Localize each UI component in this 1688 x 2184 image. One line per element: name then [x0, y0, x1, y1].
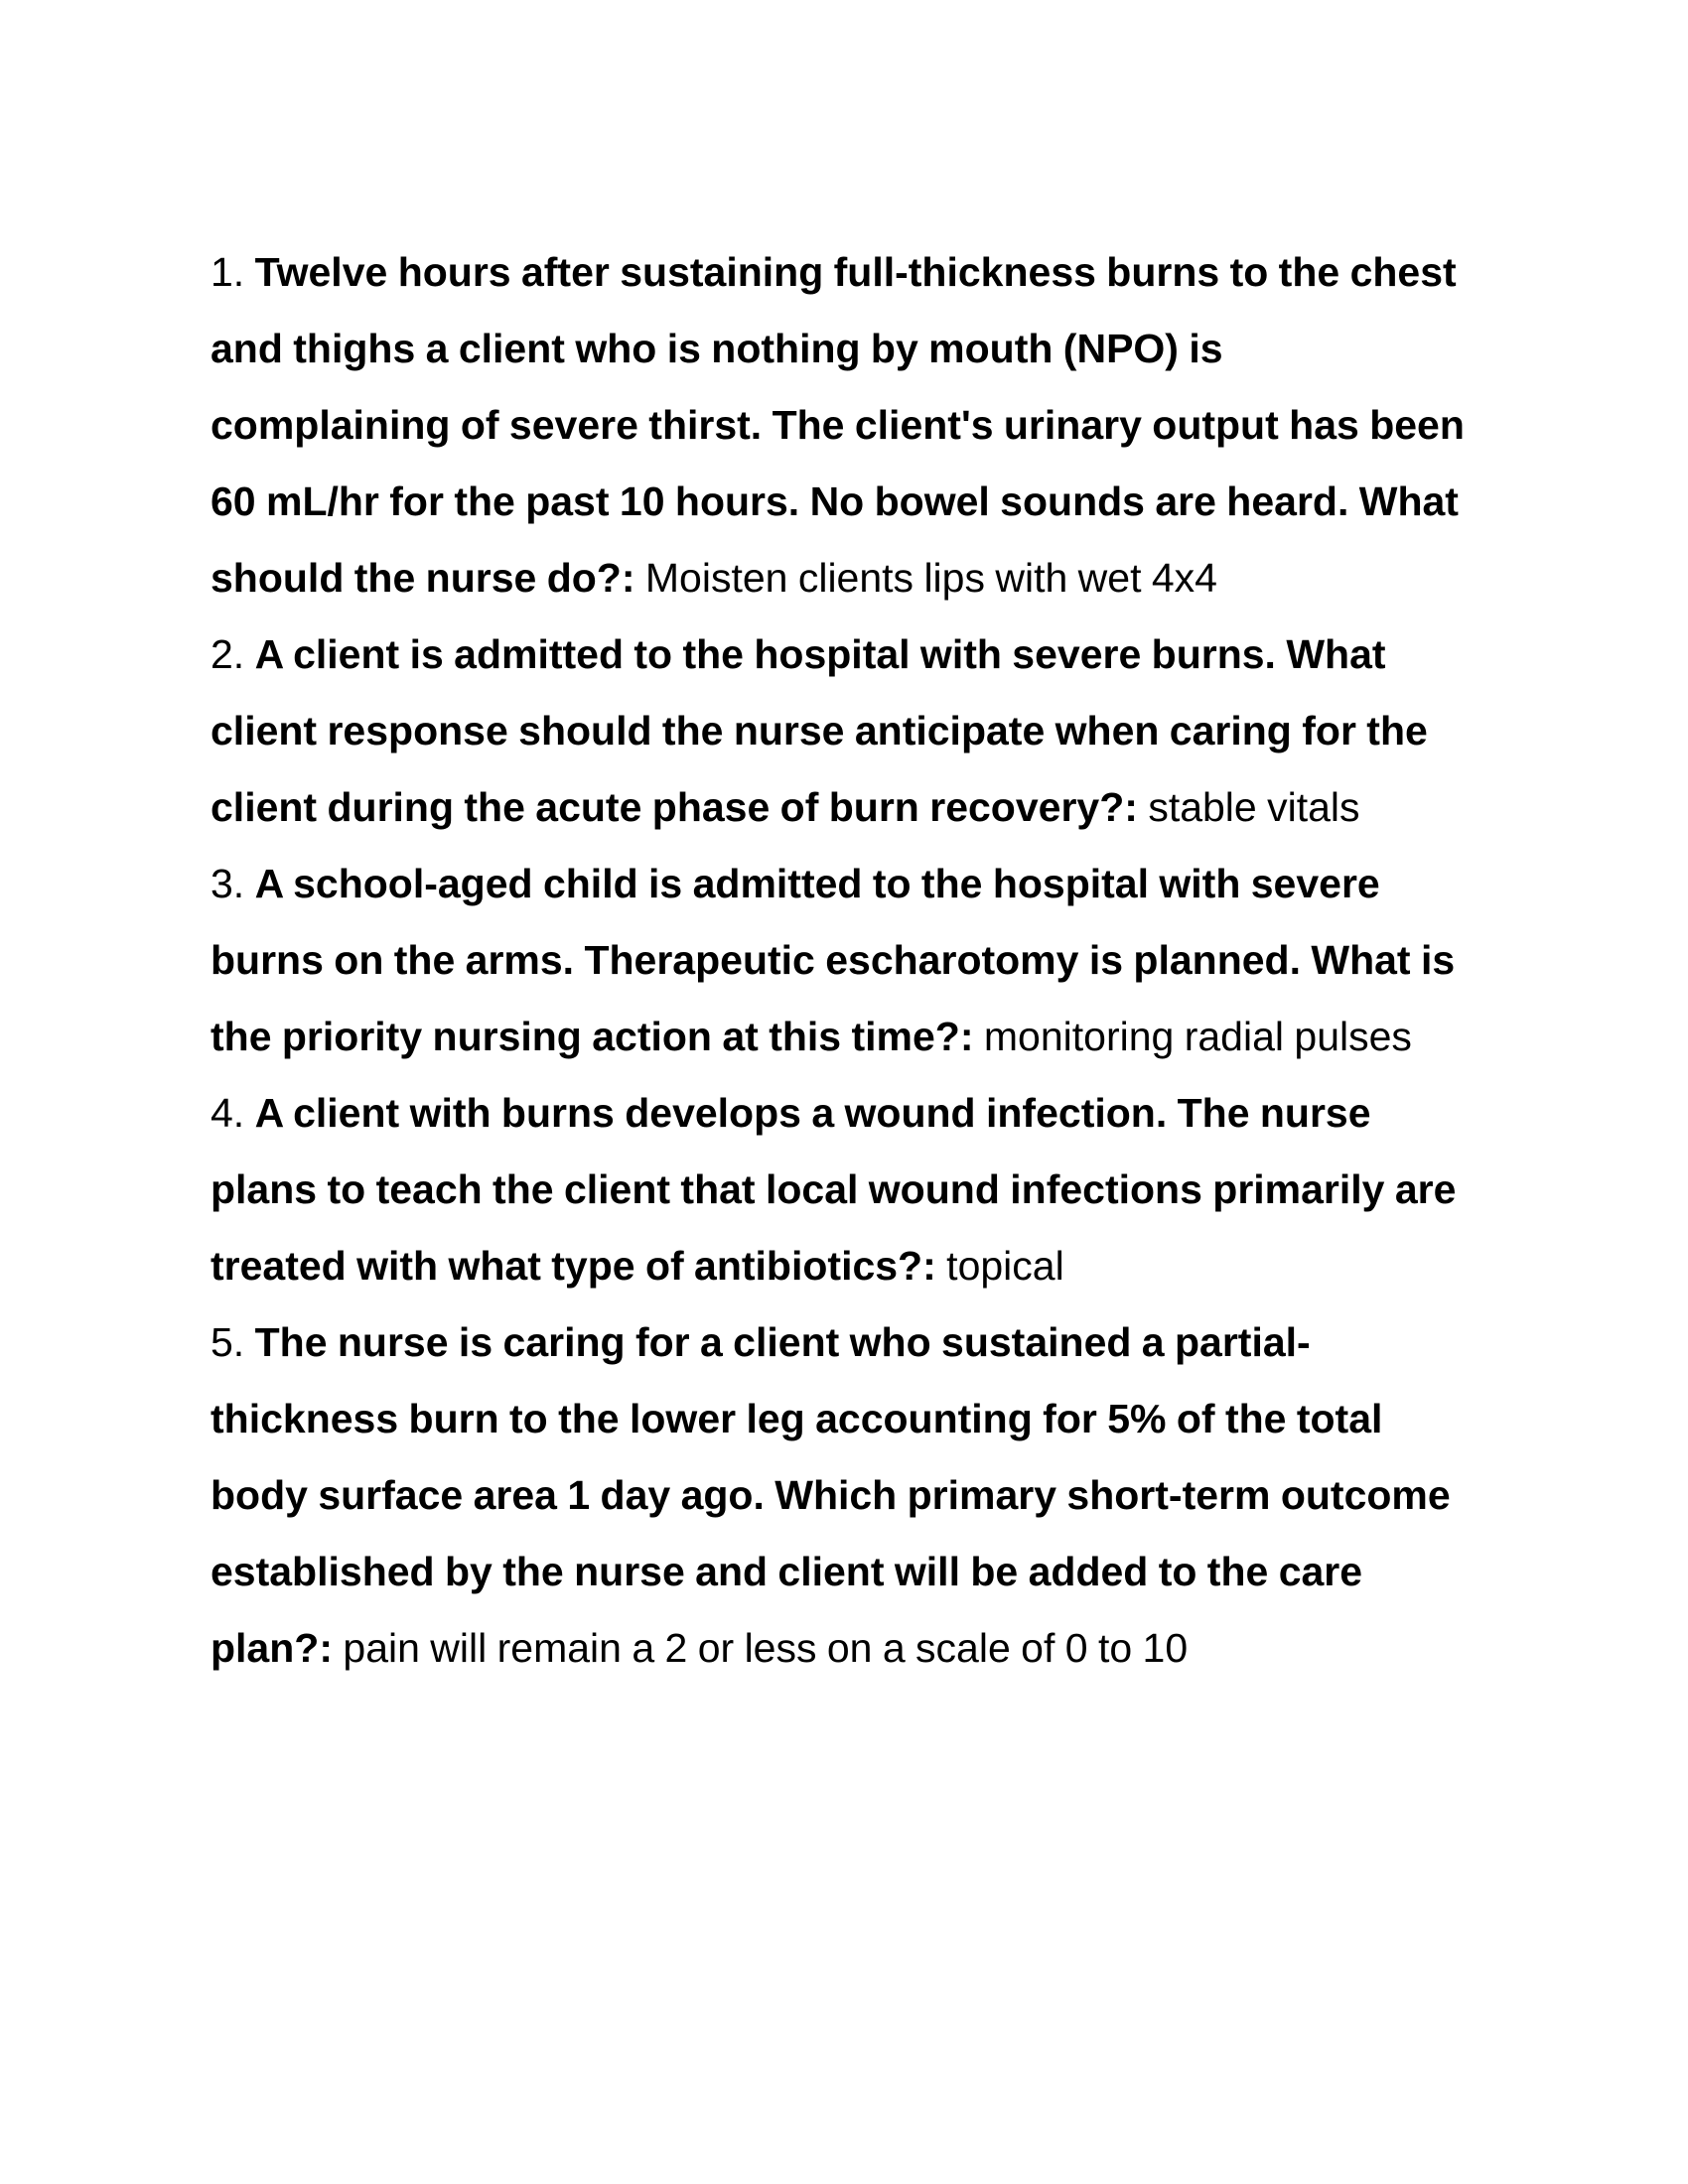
answer-text: Moisten clients lips with wet 4x4	[644, 555, 1217, 601]
answer-text: stable vitals	[1148, 784, 1360, 830]
question-text: A client with burns develops a wound infection. The nurse plans to teach the client that local wound infections primarily are treated with what type of antibiotics?:	[211, 1090, 1457, 1289]
answer-text: monitoring radial pulses	[983, 1014, 1412, 1059]
document-page	[211, 234, 1472, 1687]
item-number: 5.	[211, 1319, 245, 1365]
qa-item-1	[211, 234, 1472, 616]
item-number: 2.	[211, 631, 245, 677]
item-number: 4.	[211, 1090, 245, 1136]
question-text: Twelve hours after sustaining full-thickness burns to the chest and thighs a client who is nothing by mouth (NPO) is complaining of severe thirst. The client's urinary output has been 60 mL/hr for the past 10 hours. No bowel sounds are heard. What should the nurse do?:	[211, 249, 1465, 601]
item-number: 3.	[211, 861, 245, 906]
question-text: A client is admitted to the hospital with severe burns. What client response should the nurse anticipate when caring for the client during the acute phase of burn recovery?:	[211, 631, 1428, 830]
qa-item-4	[211, 1075, 1472, 1304]
answer-text: pain will remain a 2 or less on a scale of 0 to 10	[343, 1625, 1189, 1671]
answer-text: topical	[946, 1243, 1064, 1289]
qa-item-5	[211, 1304, 1472, 1687]
item-number: 1.	[211, 249, 245, 295]
qa-item-2	[211, 616, 1472, 846]
question-text: A school-aged child is admitted to the hospital with severe burns on the arms. Therapeutic escharotomy is planned. What is the priority nursing action at this time?:	[211, 861, 1456, 1059]
qa-item-3	[211, 846, 1472, 1075]
question-text: The nurse is caring for a client who sustained a partial-thickness burn to the lower leg accounting for 5% of the total body surface area 1 day ago. Which primary short-term outcome established by the nurse and client will be added to the care plan?:	[211, 1319, 1451, 1671]
